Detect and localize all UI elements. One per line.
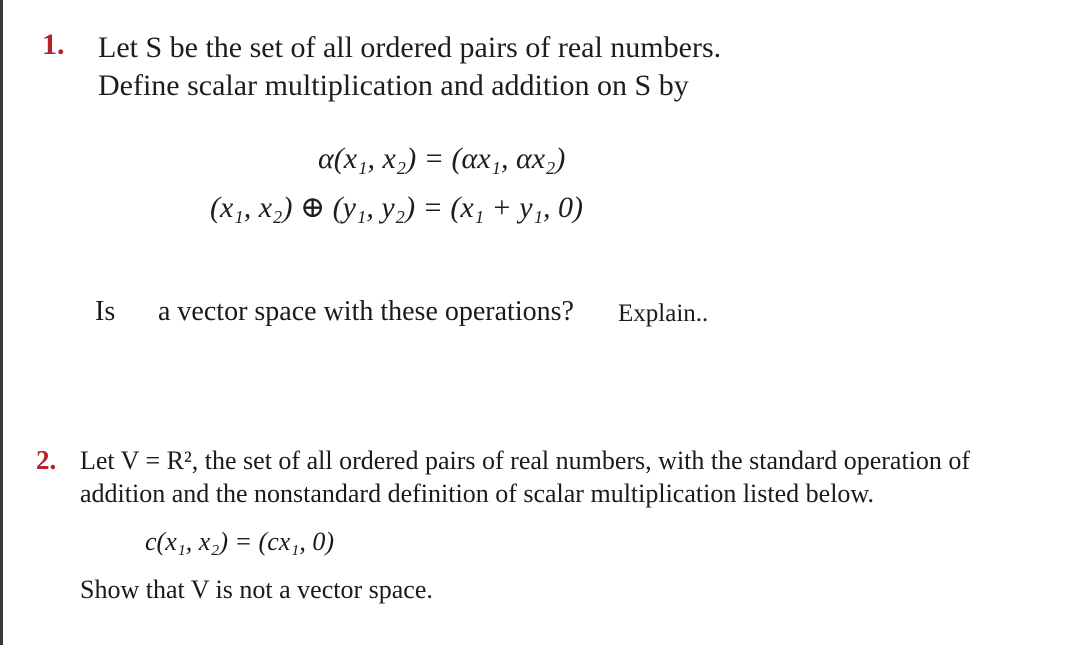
problem-1-equation-scalar: α(x₁, x₂) = (αx₁, αx₂)	[318, 142, 566, 175]
page-left-border	[0, 0, 3, 645]
problem-1-question-text: a vector space with these operations?	[158, 296, 574, 327]
problem-1-line-1: Let S be the set of all ordered pairs of real numbers.	[98, 31, 722, 64]
problem-1-equation-addition: (x₁, x₂) ⊕ (y₁, y₂) = (x₁ + y₁, 0)	[210, 191, 584, 224]
problem-1-question-is: Is	[95, 296, 116, 327]
problem-1-number: 1.	[42, 28, 65, 61]
problem-1-explain-note: Explain..	[618, 300, 709, 327]
problem-2-equation-scalar: c(x₁, x₂) = (cx₁, 0)	[145, 527, 334, 556]
problem-2-number: 2.	[36, 445, 57, 475]
problem-2-line-1: Let V = R², the set of all ordered pairs of real numbers, with the standard operation of	[80, 446, 971, 475]
problem-2-line-2: addition and the nonstandard definition of scalar multiplication listed below.	[80, 479, 875, 508]
problem-2-instruction: Show that V is not a vector space.	[80, 575, 433, 604]
problem-1-line-2: Define scalar multiplication and addition on S by	[98, 69, 689, 102]
